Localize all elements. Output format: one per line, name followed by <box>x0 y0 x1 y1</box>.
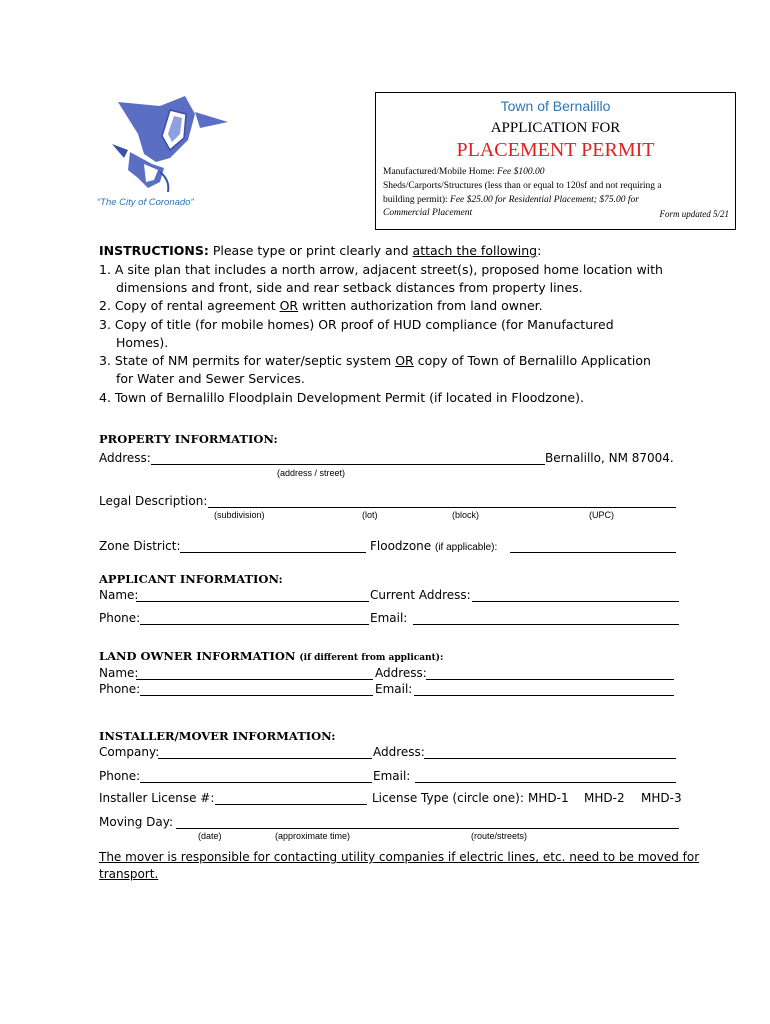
installer-address-label: Address: <box>373 745 425 759</box>
floodzone-field[interactable] <box>510 552 676 553</box>
instructions-heading: INSTRUCTIONS: <box>99 243 209 258</box>
instructions-lead-end: : <box>537 243 542 258</box>
fee-sheds-prefix: building permit): <box>383 195 451 205</box>
owner-address-field[interactable] <box>426 679 674 680</box>
floodzone-label-text: Floodzone <box>370 539 432 553</box>
address-hint: (address / street) <box>277 468 346 478</box>
instruction-2-or: OR <box>279 298 299 313</box>
company-label: Company: <box>99 745 160 759</box>
upc-hint: (UPC) <box>589 510 614 520</box>
moving-day-label: Moving Day: <box>99 815 174 829</box>
zone-district-field[interactable] <box>180 552 366 553</box>
license-type-mhd2[interactable]: MHD-2 <box>584 791 625 805</box>
address-suffix: Bernalillo, NM 87004. <box>545 451 674 465</box>
moving-day-field[interactable] <box>176 828 679 829</box>
owner-name-label: Name: <box>99 666 139 680</box>
instruction-4-pre: 3. State of NM permits for water/septic system <box>99 353 396 368</box>
mover-note-line2: transport. <box>99 867 159 881</box>
conquistador-helmet-icon <box>100 92 230 202</box>
installer-address-field[interactable] <box>424 758 676 759</box>
instruction-2-post: written authorization from land owner. <box>298 298 543 313</box>
instruction-1: 1. A site plan that includes a north arrow, adjacent street(s), proposed home location with <box>99 262 663 277</box>
installer-email-label: Email: <box>373 769 411 783</box>
installer-phone-label: Phone: <box>99 769 141 783</box>
owner-phone-field[interactable] <box>140 695 373 696</box>
fee-manufactured-label: Manufactured/Mobile Home: <box>383 167 497 177</box>
current-address-field[interactable] <box>472 601 679 602</box>
applicant-phone-field[interactable] <box>140 624 369 625</box>
application-for-label: APPLICATION FOR <box>490 120 621 136</box>
time-hint: (approximate time) <box>275 831 351 841</box>
installer-heading: INSTALLER/MOVER INFORMATION: <box>99 729 336 743</box>
fee-sheds-value: Fee $25.00 for Residential Placement; $75.00 for <box>450 195 639 205</box>
license-type-mhd1[interactable]: MHD-1 <box>528 791 569 805</box>
permit-title: PLACEMENT PERMIT <box>456 139 655 161</box>
mover-note-line1: The mover is responsible for contacting utility companies if electric lines, etc. need to be moved for <box>99 850 700 864</box>
land-owner-heading-text: LAND OWNER INFORMATION <box>99 649 296 663</box>
address-label: Address: <box>99 451 151 465</box>
land-owner-heading-note: (if different from applicant): <box>299 653 444 663</box>
applicant-name-label: Name: <box>99 588 139 602</box>
instructions-lead <box>99 243 541 258</box>
current-address-label: Current Address: <box>370 588 471 602</box>
legal-description-label: Legal Description: <box>99 494 208 508</box>
legal-description-field[interactable] <box>208 507 676 508</box>
owner-email-label: Email: <box>375 682 413 696</box>
route-hint: (route/streets) <box>471 831 528 841</box>
property-heading: PROPERTY INFORMATION: <box>99 432 278 446</box>
lot-hint: (lot) <box>362 510 378 520</box>
instruction-4 <box>99 353 651 368</box>
instruction-3: 3. Copy of title (for mobile homes) OR proof of HUD compliance (for Manufactured <box>99 317 614 332</box>
fee-manufactured-value: Fee $100.00 <box>496 167 545 177</box>
applicant-phone-label: Phone: <box>99 611 141 625</box>
applicant-email-label: Email: <box>370 611 408 625</box>
installer-license-label: Installer License #: <box>99 791 215 805</box>
date-hint: (date) <box>198 831 222 841</box>
instruction-4-post: copy of Town of Bernalillo Application <box>413 353 651 368</box>
fee-sheds-line1: Sheds/Carports/Structures (less than or equal to 120sf and not requiring a <box>383 181 662 191</box>
owner-address-label: Address: <box>375 666 427 680</box>
instruction-1-cont: dimensions and front, side and rear setback distances from property lines. <box>116 280 583 295</box>
instruction-2-pre: 2. Copy of rental agreement <box>99 298 280 313</box>
fee-sheds-line2 <box>383 195 639 205</box>
applicant-email-field[interactable] <box>413 624 679 625</box>
floodzone-label <box>370 539 497 553</box>
form-updated: Form updated 5/21 <box>659 209 729 219</box>
floodzone-hint: (if applicable): <box>435 542 498 553</box>
address-field[interactable] <box>151 464 545 465</box>
instruction-3-cont: Homes). <box>116 335 169 350</box>
owner-name-field[interactable] <box>136 679 373 680</box>
applicant-name-field[interactable] <box>136 601 369 602</box>
license-type-mhd3[interactable]: MHD-3 <box>641 791 682 805</box>
instruction-5: 4. Town of Bernalillo Floodplain Development Permit (if located in Floodzone). <box>99 390 584 405</box>
fee-manufactured <box>383 167 544 177</box>
instruction-2 <box>99 298 543 313</box>
owner-email-field[interactable] <box>414 695 674 696</box>
town-logo <box>100 92 230 202</box>
instructions-lead-text: Please type or print clearly and <box>208 243 413 258</box>
fee-commercial: Commercial Placement <box>383 208 473 218</box>
instructions-underlined: attach the following <box>412 243 538 258</box>
permit-header-box <box>375 92 736 230</box>
installer-phone-field[interactable] <box>140 782 372 783</box>
applicant-heading: APPLICANT INFORMATION: <box>99 572 283 586</box>
owner-phone-label: Phone: <box>99 682 141 696</box>
license-type-label: License Type (circle one): <box>372 791 524 805</box>
block-hint: (block) <box>452 510 480 520</box>
zone-district-label: Zone District: <box>99 539 181 553</box>
subdivision-hint: (subdivision) <box>214 510 265 520</box>
installer-email-field[interactable] <box>415 782 676 783</box>
installer-license-field[interactable] <box>215 804 367 805</box>
instruction-4-cont: for Water and Sewer Services. <box>116 371 305 386</box>
company-field[interactable] <box>158 758 372 759</box>
town-title: Town of Bernalillo <box>500 98 611 114</box>
instruction-4-or: OR <box>395 353 414 368</box>
land-owner-heading <box>99 649 443 663</box>
town-motto: “The City of Coronado” <box>97 197 194 208</box>
